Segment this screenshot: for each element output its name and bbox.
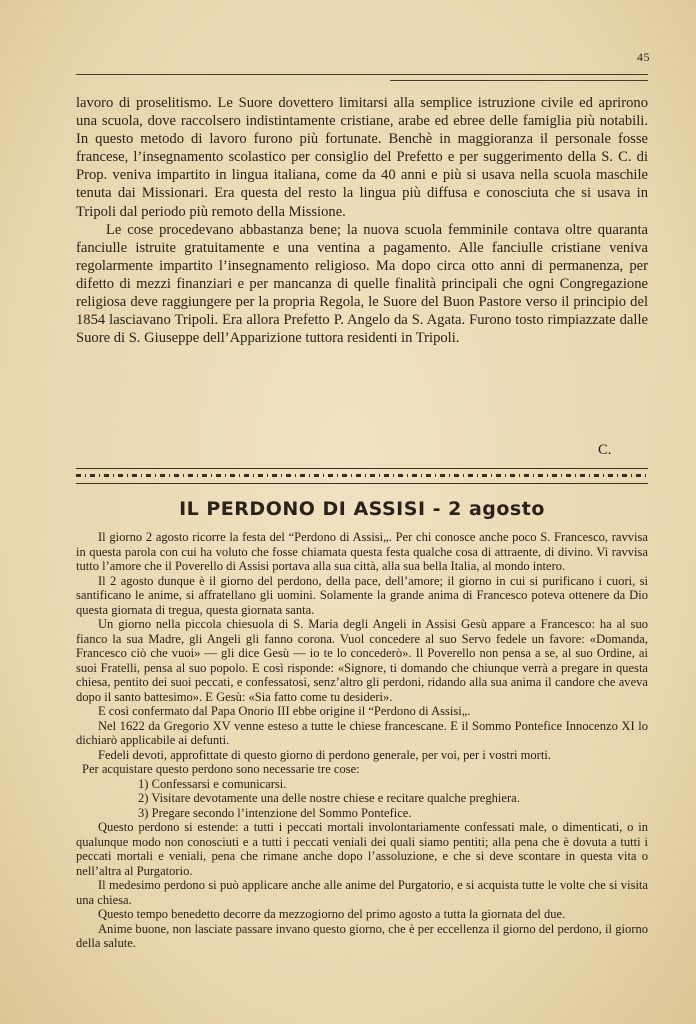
list-item: 1) Confessarsi e comunicarsi. — [138, 776, 287, 791]
previous-article-text — [76, 94, 648, 347]
paragraph: Il 2 agosto dunque è il giorno del perdono, della pace, dell’amore; il giorno in cui si purificano i cuori, si santificano le anime, si affratellano gli uomini. Solamente la grande anima di Francesco poteva ottenere da Dio questa giornata di tregua, questa giornata santa. — [76, 573, 648, 617]
paragraph: E così confermato dal Papa Onorio III ebbe origine il “Perdono di Assisi„. — [98, 704, 471, 719]
paragraph: Nel 1622 da Gregorio XV venne esteso a tutte le chiese francescane. E il Sommo Pontefice Innocenzo XI lo dichiarò applicabile ai defunti. — [76, 718, 648, 748]
paragraph: Fedeli devoti, approfittate di questo giorno di perdono generale, per voi, per i vostri morti. — [98, 747, 551, 762]
list-item: 2) Visitare devotamente una delle nostre chiese e recitare qualche preghiera. — [138, 791, 520, 806]
author-signature: C. — [598, 442, 612, 458]
article-title: IL PERDONO DI ASSISI - 2 agosto — [179, 498, 545, 520]
paragraph: Anime buone, non lasciate passare invano questo giorno, che è per eccellenza il giorno del perdono, il giorno della salute. — [76, 921, 648, 951]
paragraph: lavoro di proselitismo. Le Suore dovettero limitarsi alla semplice istruzione civile ed aprirono una scuola, dove raccolsero indistintamente cristiane, arabe ed ebree delle famiglia più notabili. In questo metodo di lavoro furono più fortunate. Benchè in maggioranza il personale fosse francese, l’insegnamento scolastico per consiglio del Prefetto e per suggerimento della S. C. di Prop. veniva impartito in lingua italiana, come da 40 anni e più si usava nella scuola maschile tenuta dai Missionari. Era questa del resto la lingua più diffusa e conosciuta che si usava in Tripoli dal periodo più remoto della Missione. — [76, 95, 648, 220]
list-item: 3) Pregare secondo l’intenzione del Sommo Pontefice. — [138, 805, 412, 820]
decorative-divider — [76, 468, 648, 484]
paragraph: Il giorno 2 agosto ricorre la festa del “Perdono di Assisi„. Per chi conosce anche poco S. Francesco, ravvisa in questa parola con cui ha voluto che fosse chiamata questa festa qualche cosa di attraente, di divino. Vi ravvisa tutto l’amore che il Poverello di Assisi portava alla sua città, alla sua bella Italia, al mondo intero. — [76, 530, 648, 574]
conditions-intro: Per acquistare questo perdono sono necessarie tre cose: — [82, 762, 360, 777]
header-rule-short — [390, 80, 648, 81]
header-rule — [76, 74, 648, 75]
page-number: 45 — [637, 50, 650, 64]
paragraph: Un giorno nella piccola chiesuola di S. Maria degli Angeli in Assisi Gesù appare a Francesco: ha al suo fianco la sua Madre, gli Angeli gli fanno corona. Vuol concedere al suo Servo fedele un favore: «Domanda, Francesco ciò che vuoi» — gli dice Gesù — io te lo concederò». Il Poverello non pensa a se, al suo Ordine, ai suoi Fratelli, pensa al suo popolo. E così risponde: «Signore, ti domando che chiunque verrà a pregare in questa chiesa, pentito dei suoi peccati, e confessatosi, senz’altro gli perdoni, ridando alla sua anima il candore che aveva dopo il santo battesimo». E Gesù: «Sia fatto come tu desideri». — [76, 617, 648, 704]
paragraph: Questo tempo benedetto decorre da mezzogiorno del primo agosto a tutta la giornata del due. — [98, 907, 566, 922]
article-body — [76, 530, 648, 951]
paragraph: Questo perdono si estende: a tutti i peccati mortali involontariamente confessati male, o dimenticati, o in qualunque modo non conosciuti e a tutti i peccati veniali dei quali siamo pentiti; alla pena che è dovuta a tutti i peccati mortali e veniali, pena che rimane anche dopo l’assoluzione, e che si deve scontare in questa vita o nell’altra al Purgatorio. — [76, 820, 648, 878]
paragraph: Il medesimo perdono si può applicare anche alle anime del Purgatorio, e si acquista tutte le volte che si visita una chiesa. — [76, 878, 648, 907]
paragraph: Le cose procedevano abbastanza bene; la nuova scuola femminile contava oltre quaranta fanciulle istruite gratuitamente e una ventina a pagamento. Alle fanciulle cristiane veniva regolarmente impartito l’insegnamento religioso. Ma dopo circa otto anni di permanenza, per difetto di mezzi finanziari e per mancanza di quelle finalità principali che ogni Congregazione religiosa deve raggiungere per la propria Regola, le Suore del Buon Pastore verso il principio del 1854 lasciavano Tripoli. Era allora Prefetto P. Angelo da S. Agata. Furono tosto rimpiazzate dalle Suore di S. Giuseppe dell’Apparizione tuttora residenti in Tripoli. — [76, 221, 648, 347]
